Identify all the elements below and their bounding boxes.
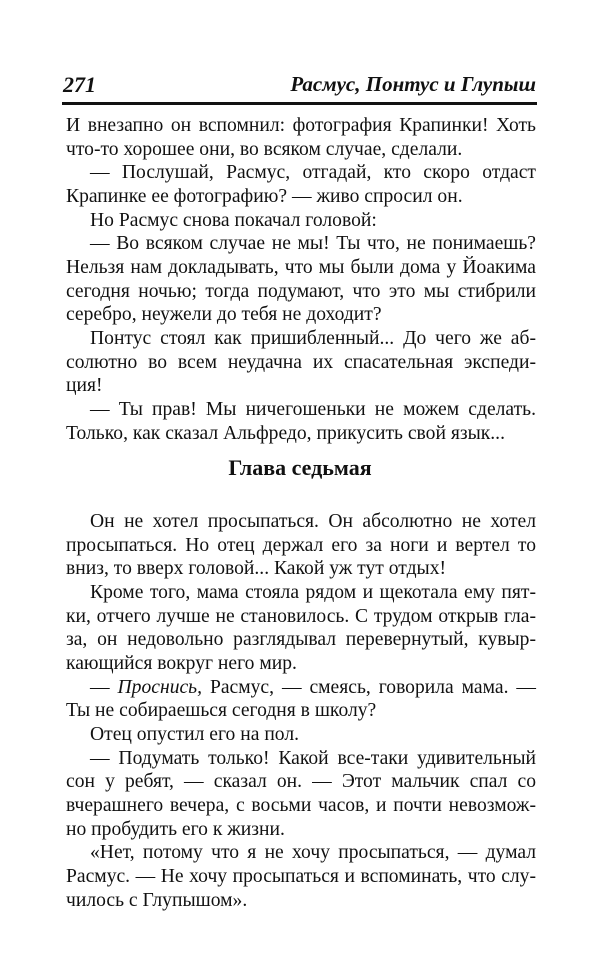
text-block-1	[66, 114, 536, 445]
text-line: сон у ребят, — сказал он. — Этот мальчик спал со	[66, 771, 536, 793]
running-title: Расмус, Понтус и Глупыш	[290, 72, 536, 96]
text-rest: Расмус, — смеясь, говорила мама. —	[202, 676, 536, 698]
text-line: Ты не собираешься сегодня в школу?	[66, 700, 377, 722]
paragraph	[66, 723, 536, 747]
paragraph	[66, 841, 536, 912]
paragraph	[66, 161, 536, 208]
text-line: — Во всяком случае не мы! Ты что, не понимаешь?	[90, 233, 536, 255]
text-block-2	[66, 510, 536, 912]
paragraph	[66, 232, 536, 327]
text-line: Понтус стоял как пришибленный... До чего же аб-	[90, 327, 536, 349]
italic-word: Проснись,	[117, 676, 203, 698]
dash: —	[90, 676, 118, 698]
text-line: Отец опустил его на пол.	[90, 723, 300, 745]
text-line: сегодня ночью; тогда подумают, что это мы стибрили	[66, 280, 536, 302]
text-line: Он не хотел просыпаться. Он абсолютно не хотел	[90, 511, 536, 532]
text-line: «Нет, потому что я не хочу просыпаться, — думал	[90, 842, 536, 864]
text-line: ки, отчего лучше не становилось. С трудом открыв гла-	[66, 605, 536, 627]
text-line: И внезапно он вспомнил: фотография Крапинки! Хоть	[66, 115, 536, 136]
chapter-heading: Глава седьмая	[228, 455, 372, 480]
text-line: Расмус. — Не хочу просыпаться и вспоминать, что слу-	[66, 865, 536, 887]
text-line: Но Расмус снова покачал головой:	[90, 209, 377, 231]
paragraph	[66, 676, 536, 723]
text-line: — Ты прав! Мы ничегошеньки не можем сделать.	[90, 398, 536, 420]
text-line: но пробудить его к жизни.	[66, 818, 285, 840]
text-line: за, он недовольно разглядывал перевернутый, кувыр-	[66, 629, 536, 651]
text-line: что-то хорошее они, во всяком случае, сделали.	[66, 138, 463, 160]
paragraph	[66, 209, 536, 233]
text-line: чилось с Глупышом».	[66, 889, 248, 911]
paragraph	[66, 398, 536, 445]
text-line: серебро, неужели до тебя не доходит?	[66, 304, 382, 326]
text-line: вчерашнего вечера, с восьми часов, и почти невозмож-	[66, 794, 536, 816]
page-number: 271	[63, 72, 96, 97]
text-line	[66, 676, 536, 700]
text-line: Только, как сказал Альфредо, прикусить свой язык...	[66, 422, 505, 444]
text-line: — Подумать только! Какой все-таки удивительный	[90, 747, 536, 769]
text-line: кающийся вокруг него мир.	[66, 652, 297, 674]
paragraph	[66, 510, 536, 581]
text-line: ция!	[66, 375, 103, 397]
paragraph	[66, 747, 536, 842]
paragraph	[66, 114, 536, 161]
paragraph	[66, 327, 536, 398]
text-line: Нельзя нам докладывать, что мы были дома у Йоакима	[66, 256, 536, 278]
text-line: — Послушай, Расмус, отгадай, кто скоро отдаст	[90, 162, 536, 184]
text-line: солютно во всем неудачна их спасательная экспеди-	[66, 351, 536, 373]
text-line: вниз, то вверх головой... Какой уж тут отдых!	[66, 558, 447, 580]
header-rule	[62, 102, 537, 105]
text-line: просыпаться. Но отец держал его за ноги и вертел то	[66, 534, 536, 556]
text-line: Кроме того, мама стояла рядом и щекотала ему пят-	[90, 581, 536, 603]
text-line: Крапинке ее фотографию? — живо спросил он.	[66, 185, 463, 207]
paragraph	[66, 581, 536, 676]
